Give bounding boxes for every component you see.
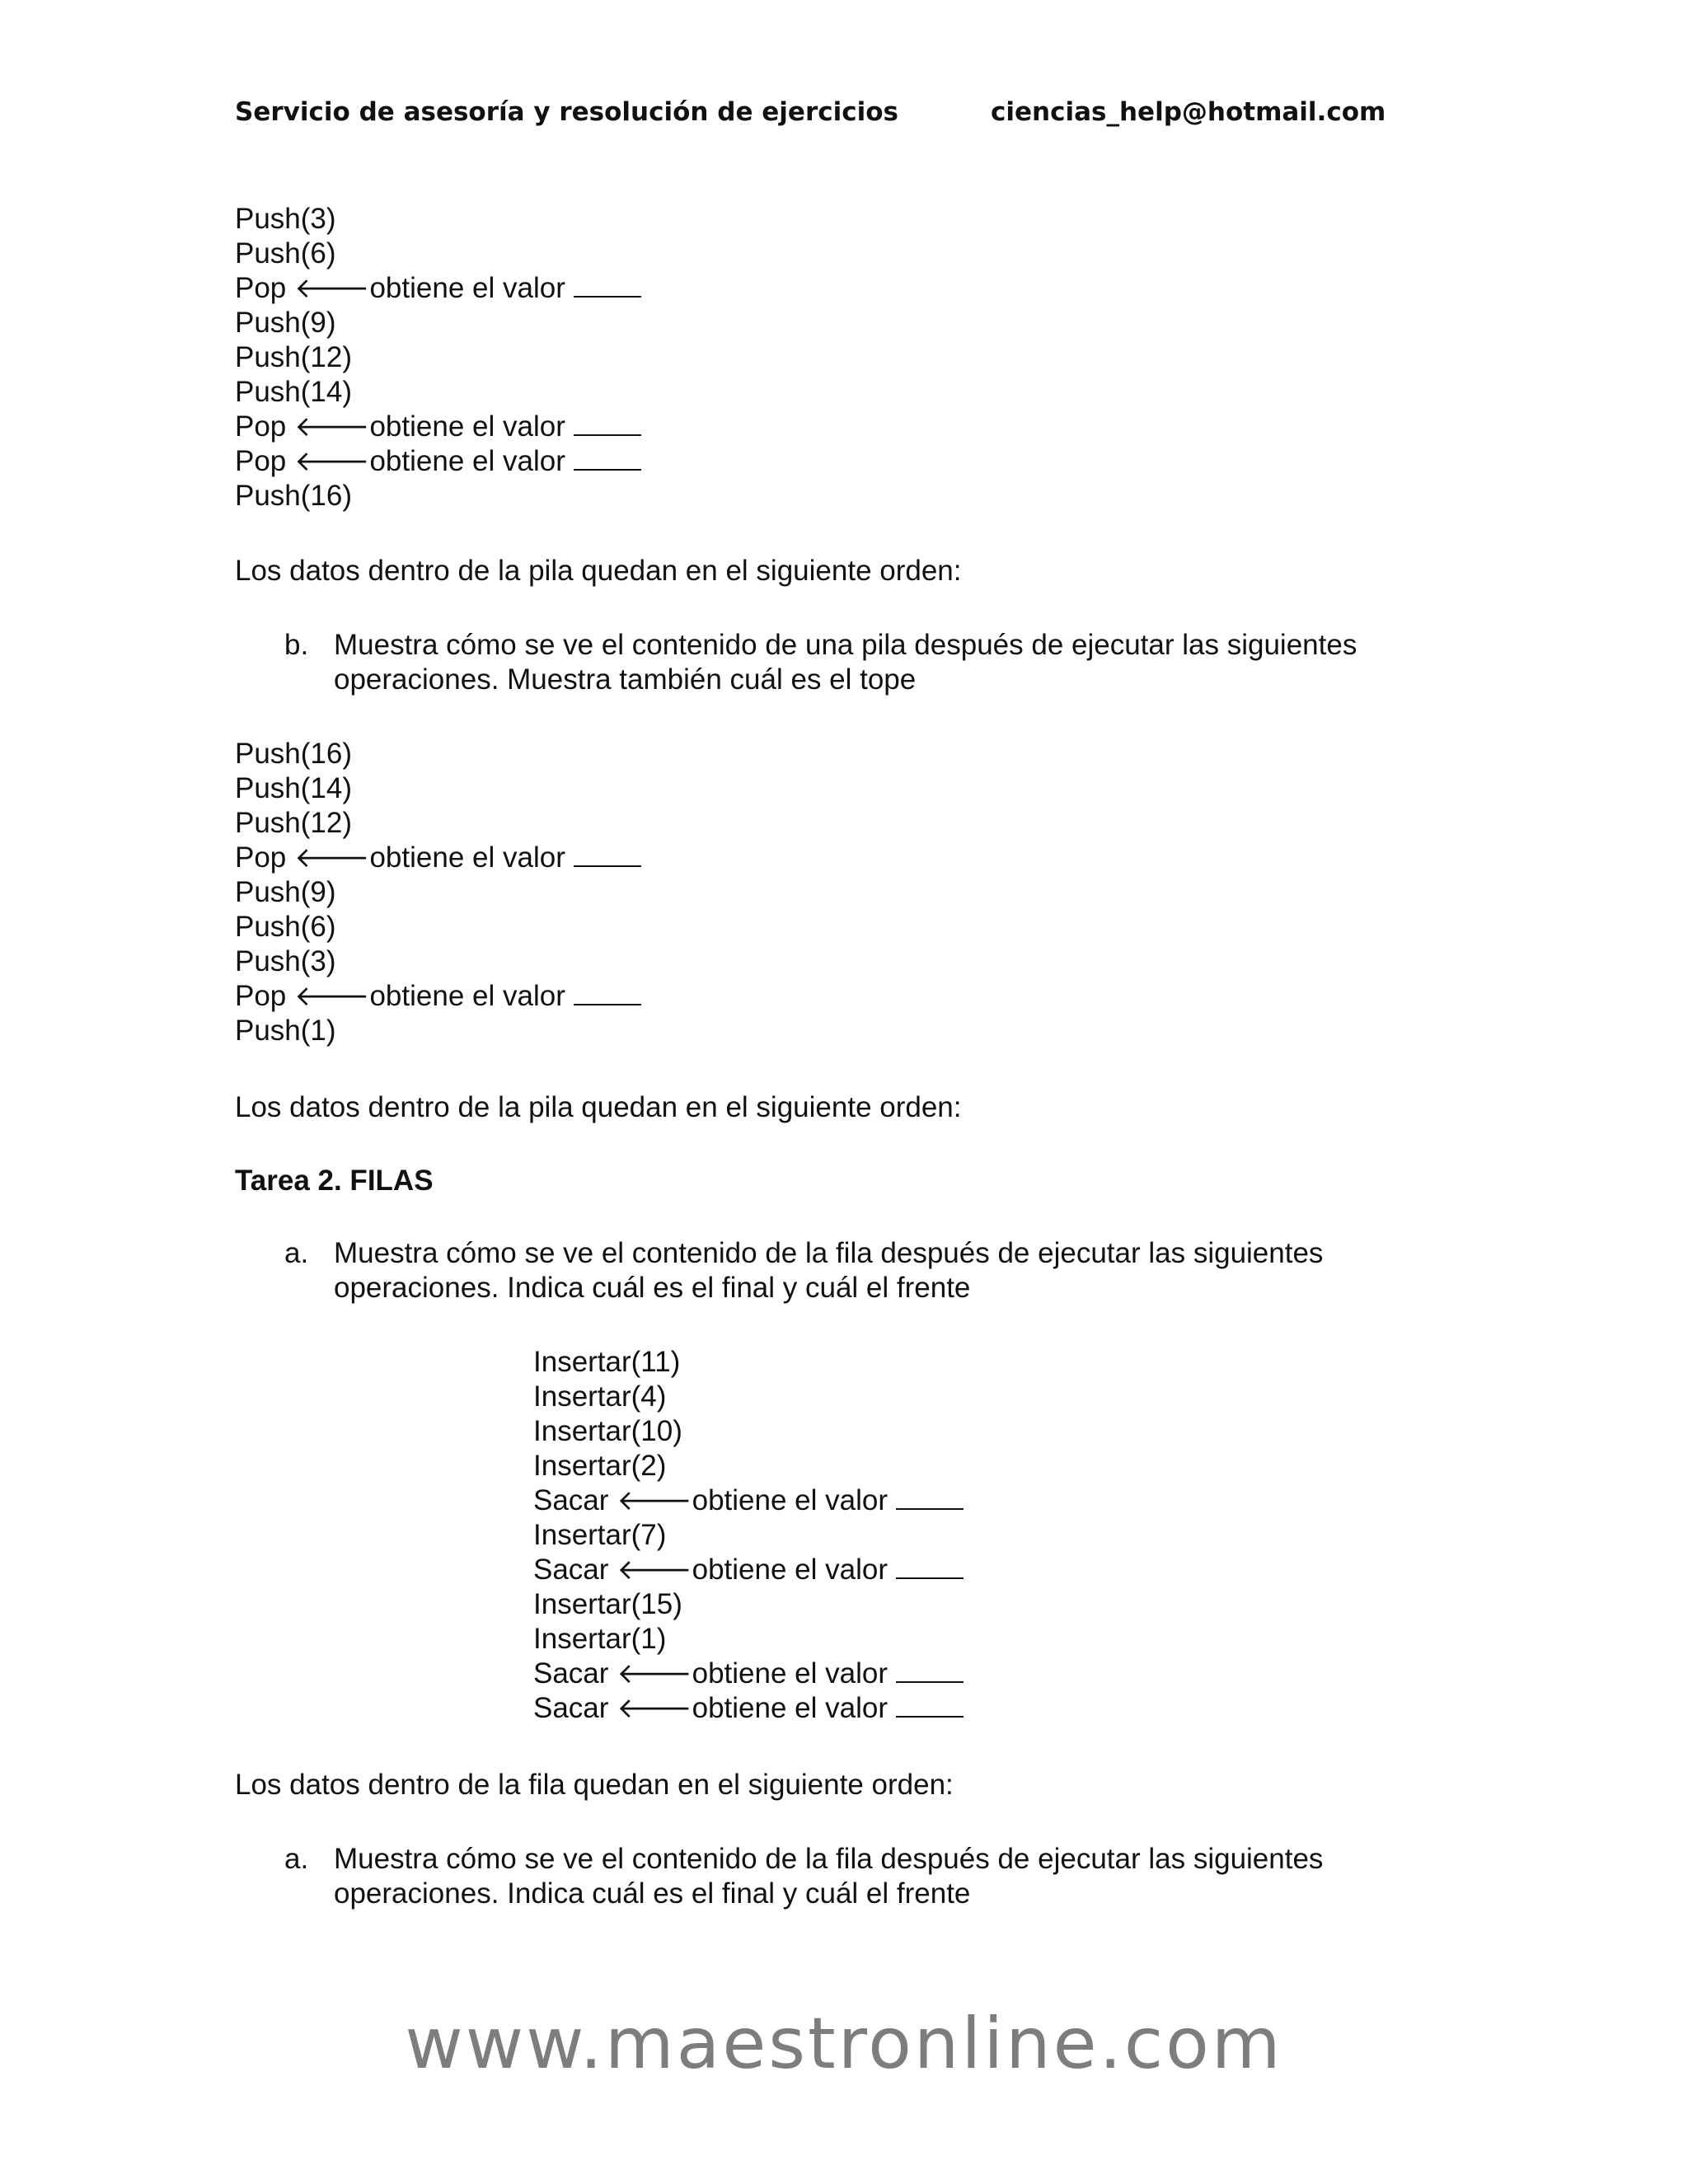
list-marker: b. (284, 629, 309, 661)
header-service-title: Servicio de asesoría y resolución de ejercicios (235, 97, 898, 127)
left-arrow-icon: 🡐 (617, 1692, 692, 1725)
answer-blank (574, 410, 641, 436)
operation-line: Sacar 🡐obtiene el valor (533, 1657, 964, 1691)
operation-line: Insertar(11) (533, 1346, 681, 1378)
section-title: Tarea 2. FILAS (235, 1165, 434, 1197)
operation-line: Pop 🡐obtiene el valor (235, 979, 641, 1014)
operation-line: Insertar(4) (533, 1380, 667, 1413)
instruction-text: Muestra cómo se ve el contenido de una pila después de ejecutar las siguientes (334, 629, 1357, 661)
operation-line: Push(16) (235, 480, 353, 512)
page-header (235, 97, 1471, 138)
left-arrow-icon: 🡐 (294, 841, 370, 874)
left-arrow-icon: 🡐 (294, 980, 370, 1013)
operation-line: Sacar 🡐obtiene el valor (533, 1553, 964, 1587)
answer-blank (574, 841, 641, 867)
operation-line: Push(1) (235, 1015, 336, 1047)
answer-blank (574, 271, 641, 298)
operation-line: Push(12) (235, 807, 353, 839)
operation-line: Insertar(15) (533, 1588, 682, 1620)
operation-line: Push(14) (235, 376, 353, 408)
answer-blank (896, 1657, 964, 1683)
operation-line: Push(14) (235, 772, 353, 804)
watermark-url: www.maestronline.com (405, 2003, 1283, 2085)
operation-line: Sacar 🡐obtiene el valor (533, 1691, 964, 1726)
operation-line: Push(12) (235, 341, 353, 373)
queue-a-result: Los datos dentro de la fila quedan en el siguiente orden: (235, 1769, 954, 1801)
instruction-text: Muestra cómo se ve el contenido de la fila después de ejecutar las siguientes (334, 1237, 1324, 1269)
answer-blank (574, 444, 641, 471)
list-marker: a. (284, 1843, 309, 1875)
operation-line: Pop 🡐obtiene el valor (235, 410, 641, 444)
instruction-text: operaciones. Indica cuál es el final y cuál el frente (334, 1877, 971, 1910)
answer-blank (896, 1553, 964, 1579)
operation-line: Sacar 🡐obtiene el valor (533, 1483, 964, 1518)
operation-line: Push(3) (235, 945, 336, 977)
operation-line: Push(6) (235, 911, 336, 943)
operation-line: Pop 🡐obtiene el valor (235, 444, 641, 479)
operation-line: Insertar(2) (533, 1450, 667, 1482)
stack-b-result: Los datos dentro de la pila quedan en el siguiente orden: (235, 1091, 962, 1123)
operation-line: Pop 🡐obtiene el valor (235, 271, 641, 306)
left-arrow-icon: 🡐 (617, 1554, 692, 1586)
answer-blank (574, 979, 641, 1005)
left-arrow-icon: 🡐 (617, 1484, 692, 1517)
stack-a-result: Los datos dentro de la pila quedan en el siguiente orden: (235, 555, 962, 587)
header-email: ciencias_help@hotmail.com (991, 97, 1386, 127)
instruction-text: operaciones. Muestra también cuál es el tope (334, 663, 917, 696)
operation-line: Insertar(7) (533, 1519, 667, 1551)
instruction-text: Muestra cómo se ve el contenido de la fila después de ejecutar las siguientes (334, 1843, 1324, 1875)
operation-line: Push(16) (235, 738, 353, 770)
left-arrow-icon: 🡐 (294, 410, 370, 443)
instruction-text: operaciones. Indica cuál es el final y cuál el frente (334, 1272, 971, 1304)
operation-line: Push(9) (235, 876, 336, 908)
left-arrow-icon: 🡐 (617, 1657, 692, 1690)
left-arrow-icon: 🡐 (294, 445, 370, 478)
left-arrow-icon: 🡐 (294, 272, 370, 305)
list-marker: a. (284, 1237, 309, 1269)
answer-blank (896, 1483, 964, 1510)
operation-line: Pop 🡐obtiene el valor (235, 841, 641, 875)
operation-line: Insertar(1) (533, 1623, 667, 1655)
operation-line: Push(3) (235, 203, 336, 235)
operation-line: Push(6) (235, 237, 336, 269)
answer-blank (896, 1691, 964, 1718)
operation-line: Insertar(10) (533, 1415, 682, 1447)
operation-line: Push(9) (235, 307, 336, 339)
